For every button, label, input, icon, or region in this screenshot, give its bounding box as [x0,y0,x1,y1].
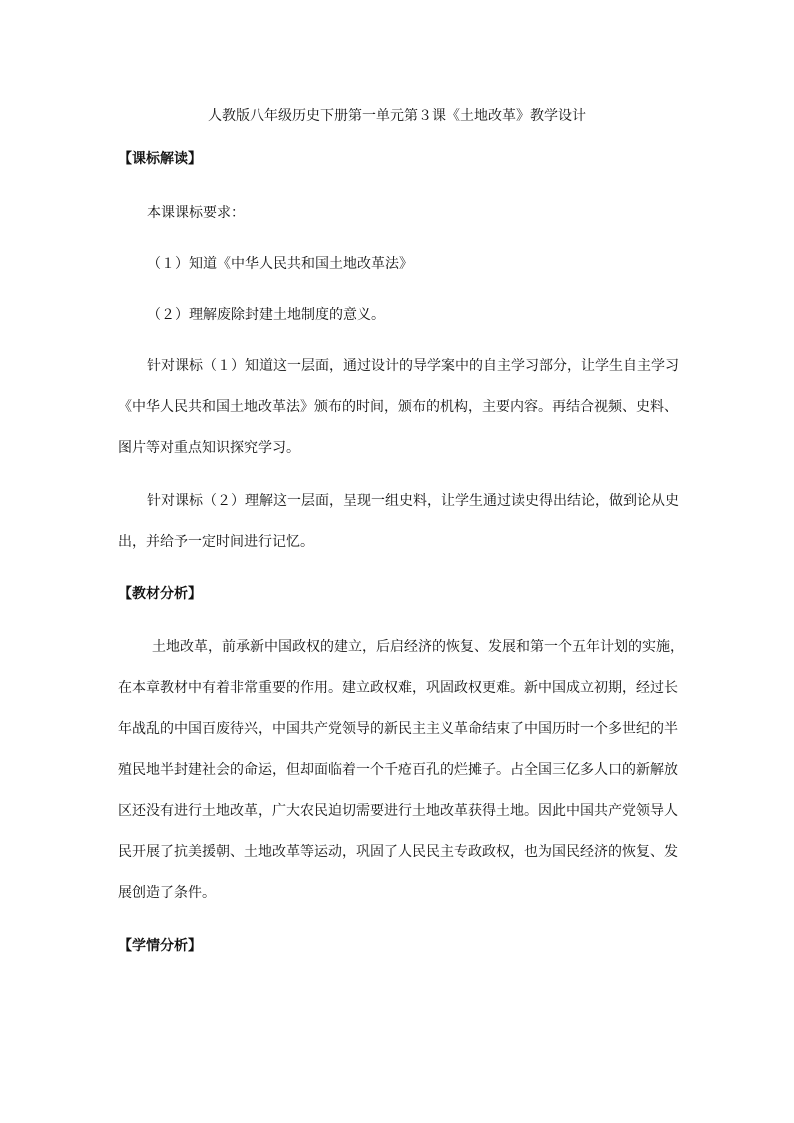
paragraph-line: 殖民地半封建社会的命运，但却面临着一个千疮百孔的烂摊子。占全国三亿多人口的新解放 [118,762,678,778]
requirement-item: （１）知道《中华人民共和国土地改革法》 [147,256,413,272]
paragraph-line: 图片等对重点知识探究学习。 [118,440,300,456]
paragraph-line: 民开展了抗美援朝、土地改革等运动，巩固了人民民主专政政权，也为国民经济的恢复、发 [118,844,678,860]
document-title: 人教版八年级历史下册第一单元第３课《土地改革》教学设计 [208,108,586,124]
section-heading-textbook: 【教材分析】 [118,586,202,602]
paragraph-line: 针对课标（２）理解这一层面，呈现一组史料，让学生通过读史得出结论，做到论从史 [147,493,679,509]
requirement-item: （２）理解废除封建土地制度的意义。 [147,307,385,323]
paragraph-line: 针对课标（１）知道这一层面，通过设计的导学案中的自主学习部分，让学生自主学习 [147,358,679,374]
paragraph-line: 年战乱的中国百废待兴，中国共产党领导的新民主主义革命结束了中国历时一个多世纪的半 [118,721,678,737]
paragraph-line: 土地改革，前承新中国政权的建立，后启经济的恢复、发展和第一个五年计划的实施， [152,639,684,655]
paragraph-line: 出，并给予一定时间进行记忆。 [118,534,314,550]
curriculum-intro: 本课课标要求： [147,205,245,221]
paragraph-line: 展创造了条件。 [118,885,216,901]
section-heading-student: 【学情分析】 [118,938,202,954]
paragraph-line: 《中华人民共和国土地改革法》颁布的时间，颁布的机构，主要内容。再结合视频、史料、 [118,399,678,415]
section-heading-curriculum: 【课标解读】 [118,151,202,167]
paragraph-line: 区还没有进行土地改革，广大农民迫切需要进行土地改革获得土地。因此中国共产党领导人 [118,803,678,819]
paragraph-line: 在本章教材中有着非常重要的作用。建立政权难，巩固政权更难。新中国成立初期，经过长 [118,680,678,696]
